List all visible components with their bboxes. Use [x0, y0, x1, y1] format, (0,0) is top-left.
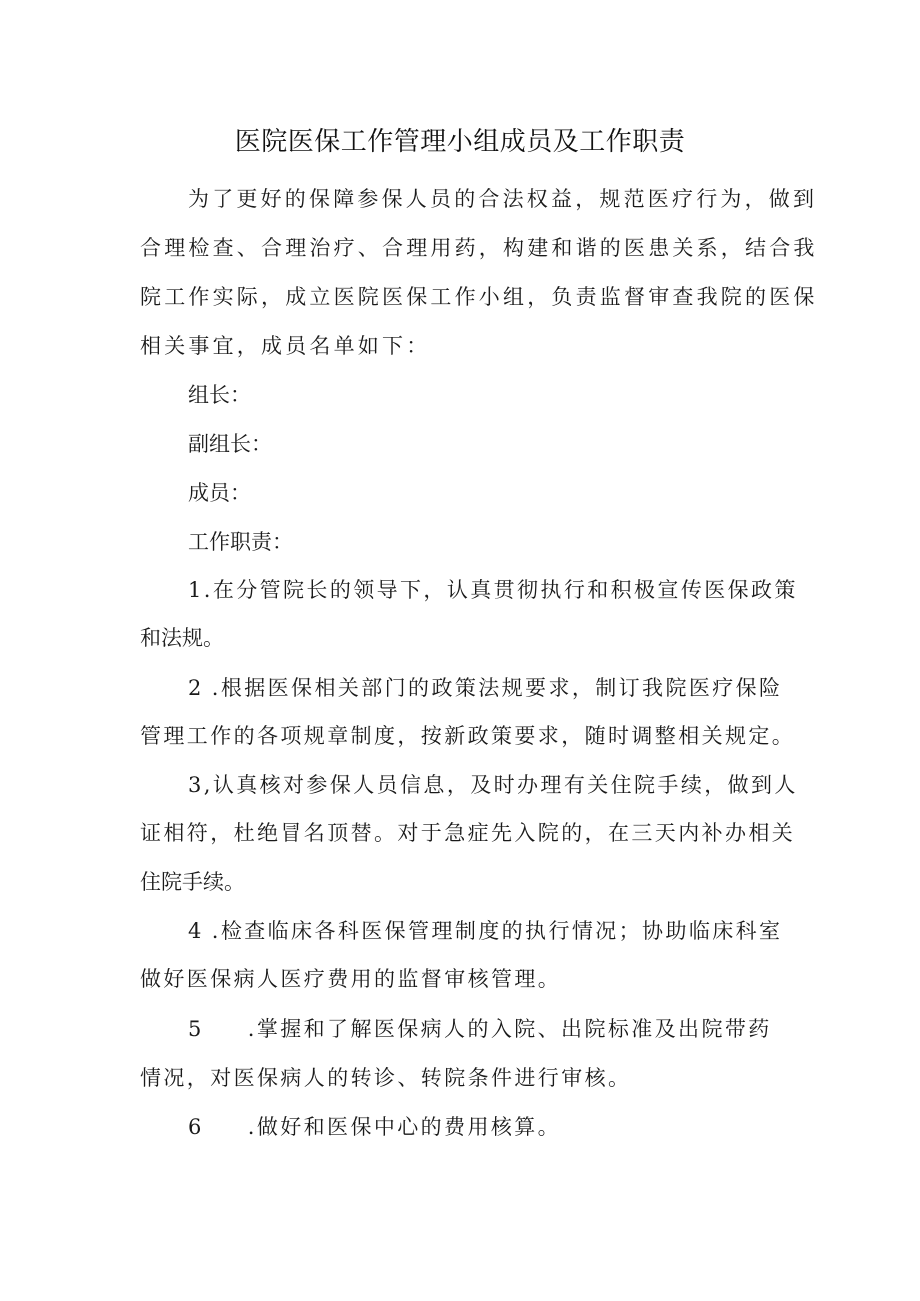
duty-2-line-1 — [188, 672, 782, 704]
intro-line-1: 为了更好的保障参保人员的合法权益，规范医疗行为，做到 — [188, 187, 818, 211]
duty-6-text: .做好和医保中心的费用核算。 — [247, 1115, 562, 1139]
duty-2-text: .根据医保相关部门的政策法规要求，制订我院医疗保险 — [211, 676, 783, 700]
duty-4-number: 4 — [188, 919, 204, 943]
duty-4-text: .检查临床各科医保管理制度的执行情况；协助临床科室 — [211, 919, 783, 943]
duty-4-line-2: 做好医保病人医疗费用的监督审核管理。 — [140, 967, 562, 991]
duty-6-number: 6 — [188, 1115, 204, 1139]
leader-label: 组长： — [188, 383, 251, 407]
duties-heading: 工作职责： — [188, 530, 293, 554]
duty-5-text: .掌握和了解医保病人的入院、出院标准及出院带药 — [247, 1017, 772, 1041]
duty-5-line-1 — [188, 1013, 772, 1045]
duty-3-line-1: 3,认真核对参保人员信息，及时办理有关住院手续，做到人 — [188, 773, 798, 797]
intro-line-2: 合理检查、合理治疗、合理用药，构建和谐的医患关系，结合我 — [140, 236, 818, 260]
duty-5-number: 5 — [188, 1017, 204, 1041]
duty-1-line-1: 1.在分管院长的领导下，认真贯彻执行和积极宣传医保政策 — [188, 578, 798, 602]
duty-6-line-1 — [188, 1111, 561, 1143]
duty-2-number: 2 — [188, 676, 204, 700]
duty-3-line-3: 住院手续。 — [140, 870, 245, 894]
intro-line-4: 相关事宜，成员名单如下： — [140, 334, 431, 358]
members-label: 成员： — [188, 481, 251, 505]
duty-3-line-2: 证相符，杜绝冒名顶替。对于急症先入院的，在三天内补办相关 — [140, 821, 796, 845]
deputy-leader-label: 副组长： — [188, 432, 272, 456]
duty-2-line-2: 管理工作的各项规章制度，按新政策要求，随时调整相关规定。 — [140, 724, 796, 748]
duty-5-line-2: 情况，对医保病人的转诊、转院条件进行审核。 — [140, 1066, 632, 1090]
intro-line-3: 院工作实际，成立医院医保工作小组，负责监督审查我院的医保 — [140, 285, 818, 309]
duty-4-line-1 — [188, 915, 782, 947]
duty-1-line-2: 和法规。 — [140, 626, 224, 650]
document-title: 医院医保工作管理小组成员及工作职责 — [234, 127, 686, 157]
